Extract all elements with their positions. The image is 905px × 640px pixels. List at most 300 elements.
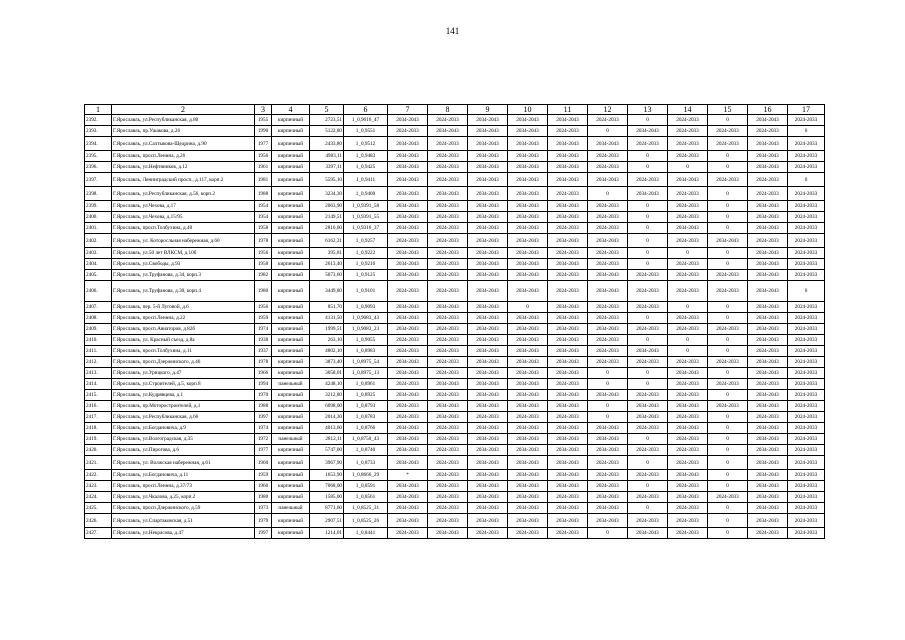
table-cell: 2024-2033	[748, 346, 788, 357]
row-number-cell: 2400.	[85, 212, 112, 223]
table-cell: 2034-2043	[468, 234, 508, 248]
table-cell: 2024-2033	[708, 324, 748, 335]
table-cell: кирпичный	[272, 335, 310, 346]
table-cell: 2034-2043	[468, 162, 508, 173]
address-cell: Г.Ярославль, просп.Толбухина, д.11	[112, 346, 255, 357]
table-cell: 2024-2033	[588, 470, 628, 481]
row-number-cell: 2393.	[85, 126, 112, 137]
table-cell: 2034-2043	[668, 470, 708, 481]
table-cell: 3212,80	[310, 390, 344, 401]
table-cell: 8771,60	[310, 503, 344, 514]
address-cell: Г.Ярославль, ул.Чехова, д.17	[112, 201, 255, 212]
table-row	[85, 434, 825, 445]
row-number-cell: 2426.	[85, 514, 112, 528]
table-cell: 0	[628, 162, 668, 173]
table-cell: 1954	[255, 212, 272, 223]
table-cell: 2034-2043	[468, 445, 508, 456]
table-cell: 2034-2043	[388, 187, 428, 201]
table-cell: 2034-2043	[468, 137, 508, 151]
table-cell: 2024-2033	[628, 492, 668, 503]
table-cell: 2034-2043	[548, 514, 588, 528]
row-number-cell: 2425.	[85, 503, 112, 514]
table-cell: 2034-2043	[508, 379, 548, 390]
table-cell: 1_0,8983	[344, 346, 388, 357]
table-body	[85, 115, 825, 539]
table-cell: 2034-2043	[388, 115, 428, 126]
table-cell: 2024-2033	[788, 357, 825, 368]
table-cell: 1956	[255, 151, 272, 162]
table-cell: 1_0,9083_23	[344, 324, 388, 335]
table-cell: 2024-2033	[588, 456, 628, 470]
table-cell: 2024-2033	[628, 423, 668, 434]
table-cell: 2024-2033	[788, 212, 825, 223]
address-cell: Г.Ярославль, ул. Которосльная набережная, д.60	[112, 234, 255, 248]
row-number-cell: 2406.	[85, 281, 112, 302]
table-cell: 2024-2033	[588, 335, 628, 346]
table-cell: 0	[708, 481, 748, 492]
table-cell: 2024-2033	[428, 368, 468, 379]
table-cell: 0	[668, 162, 708, 173]
table-cell: 2024-2033	[788, 302, 825, 313]
table-row	[85, 335, 825, 346]
table-cell: 2034-2043	[548, 201, 588, 212]
table-row	[85, 481, 825, 492]
table-cell: 2024-2033	[548, 270, 588, 281]
table-cell: 2034-2043	[508, 281, 548, 302]
table-cell: 2034-2043	[508, 212, 548, 223]
table-cell: 2024-2033	[788, 423, 825, 434]
table-cell: 2024-2033	[748, 173, 788, 187]
table-cell: 2034-2043	[428, 379, 468, 390]
table-row	[85, 401, 825, 412]
table-cell: 2034-2043	[548, 357, 588, 368]
table-cell: 2034-2043	[628, 126, 668, 137]
table-cell: 3873,40	[310, 357, 344, 368]
table-cell: 1988	[255, 401, 272, 412]
table-cell: 2024-2033	[788, 470, 825, 481]
table-cell: 2034-2043	[468, 173, 508, 187]
table-cell: 2034-2043	[748, 281, 788, 302]
table-cell: 0	[708, 115, 748, 126]
table-cell: 0	[708, 248, 748, 259]
table-cell: 2034-2043	[508, 313, 548, 324]
table-cell: 2024-2033	[788, 335, 825, 346]
table-cell: 2034-2043	[508, 270, 548, 281]
table-cell: 2034-2043	[588, 503, 628, 514]
table-cell: 1966	[255, 368, 272, 379]
table-cell: 2034-2043	[548, 137, 588, 151]
table-cell: кирпичный	[272, 234, 310, 248]
address-cell: Г.Ярославль, пер. 5-й Луговой, д.6	[112, 302, 255, 313]
table-cell: 2024-2033	[428, 248, 468, 259]
table-cell: 0	[708, 335, 748, 346]
table-cell: 2034-2043	[628, 412, 668, 423]
table-cell: 2024-2033	[788, 324, 825, 335]
table-cell: 2034-2043	[548, 173, 588, 187]
table-cell: 2024-2033	[788, 137, 825, 151]
table-cell: 2024-2033	[748, 187, 788, 201]
table-cell: 1973	[255, 503, 272, 514]
table-cell: 2034-2043	[588, 514, 628, 528]
table-cell: 2034-2043	[508, 201, 548, 212]
address-cell: Г.Ярославль, пр.Моторостроителей, д.1	[112, 401, 255, 412]
table-cell: 2024-2033	[668, 390, 708, 401]
address-cell: Г.Ярославль, просп.Авиаторов, д.82б	[112, 324, 255, 335]
table-cell: панельный	[272, 379, 310, 390]
table-cell: 2024-2033	[788, 401, 825, 412]
table-cell: 0	[588, 401, 628, 412]
table-cell: 2034-2043	[508, 368, 548, 379]
table-cell: 4131,50	[310, 313, 344, 324]
table-cell: 2034-2043	[428, 528, 468, 539]
table-cell: 2024-2033	[388, 379, 428, 390]
table-cell: 2034-2043	[388, 434, 428, 445]
table-cell: 1653,90	[310, 470, 344, 481]
table-cell: кирпичный	[272, 187, 310, 201]
table-cell: 1_0,9216	[344, 259, 388, 270]
table-cell: 2024-2033	[788, 390, 825, 401]
table-cell: 0	[628, 115, 668, 126]
table-cell: 2034-2043	[468, 151, 508, 162]
table-cell: 2034-2043	[588, 234, 628, 248]
row-number-cell: 2394.	[85, 137, 112, 151]
table-cell: 2034-2043	[508, 324, 548, 335]
table-cell: 1_0,9551	[344, 126, 388, 137]
table-cell: 0	[708, 390, 748, 401]
table-cell: 1980	[255, 281, 272, 302]
table-cell: 1_0,9257	[344, 234, 388, 248]
table-cell: 2024-2033	[388, 528, 428, 539]
table-cell: 2034-2043	[468, 201, 508, 212]
table-row	[85, 379, 825, 390]
table-cell: 2024-2033	[668, 434, 708, 445]
table-cell: 1_0,9093	[344, 302, 388, 313]
table-cell: 1_0,8766	[344, 423, 388, 434]
table-cell: 1990	[255, 126, 272, 137]
table-cell: 2034-2043	[468, 368, 508, 379]
row-number-cell: 2422.	[85, 470, 112, 481]
address-cell: Г.Ярославль, просп.Толбухина, д.40	[112, 223, 255, 234]
table-cell: 2024-2033	[548, 281, 588, 302]
table-cell: 1977	[255, 445, 272, 456]
table-cell: 2024-2033	[788, 492, 825, 503]
table-cell: 5747,00	[310, 445, 344, 456]
table-cell: 0	[668, 335, 708, 346]
table-cell: 2024-2033	[668, 445, 708, 456]
table-cell: 0	[588, 126, 628, 137]
column-header: 7	[388, 105, 428, 115]
table-cell: 2613,40	[310, 259, 344, 270]
table-cell: кирпичный	[272, 223, 310, 234]
table-row	[85, 390, 825, 401]
table-cell: 2024-2033	[628, 357, 668, 368]
table-cell: 2034-2043	[508, 248, 548, 259]
table-cell: 2024-2033	[588, 248, 628, 259]
row-number-cell: 2423.	[85, 481, 112, 492]
table-row	[85, 357, 825, 368]
column-header: 15	[708, 105, 748, 115]
address-cell: Г.Ярославль, ул.Свободы, д.93	[112, 259, 255, 270]
address-cell: Г.Ярославль, ул.Чехова, д.15/95	[112, 212, 255, 223]
table-cell: 2034-2043	[748, 390, 788, 401]
table-cell: 2034-2043	[748, 335, 788, 346]
column-header: 6	[344, 105, 388, 115]
table-cell: кирпичный	[272, 412, 310, 423]
address-cell: Г.Ярославль, ул.Республиканская, д.80	[112, 115, 255, 126]
table-row	[85, 259, 825, 270]
table-cell: 1988	[255, 187, 272, 201]
table-cell: 2024-2033	[388, 412, 428, 423]
table-cell: 2034-2043	[748, 162, 788, 173]
table-cell: 2034-2043	[508, 357, 548, 368]
row-number-cell: 2424.	[85, 492, 112, 503]
table-cell: 2024-2033	[668, 313, 708, 324]
table-cell: кирпичный	[272, 423, 310, 434]
table-cell: 2024-2033	[388, 234, 428, 248]
table-cell: 2024-2033	[428, 503, 468, 514]
table-cell: 2024-2033	[588, 115, 628, 126]
table-cell: 2034-2043	[668, 223, 708, 234]
table-cell: 0	[708, 412, 748, 423]
table-cell: кирпичный	[272, 445, 310, 456]
table-cell: кирпичный	[272, 357, 310, 368]
table-cell: 2024-2033	[588, 151, 628, 162]
table-cell: 0	[588, 528, 628, 539]
row-number-cell: 2415.	[85, 390, 112, 401]
table-cell: 2034-2043	[548, 234, 588, 248]
table-cell: 2034-2043	[548, 423, 588, 434]
table-cell: 2034-2043	[708, 234, 748, 248]
table-cell: 2024-2033	[788, 456, 825, 470]
housing-schedule-table	[84, 104, 825, 539]
table-cell: 1981	[255, 173, 272, 187]
row-number-cell: 2395.	[85, 151, 112, 162]
table-cell: 2034-2043	[628, 346, 668, 357]
table-cell: 2034-2043	[748, 248, 788, 259]
table-cell: 1938	[255, 335, 272, 346]
table-cell: 2034-2043	[588, 434, 628, 445]
table-cell: 1999,51	[310, 324, 344, 335]
table-cell: 2034-2043	[668, 368, 708, 379]
table-cell: 1_0,8961	[344, 379, 388, 390]
row-number-cell: 2409.	[85, 324, 112, 335]
table-cell: 2034-2043	[748, 259, 788, 270]
table-cell: 2024-2033	[668, 503, 708, 514]
row-number-cell: 2401.	[85, 223, 112, 234]
table-cell: 2024-2033	[788, 514, 825, 528]
table-cell: 2024-2033	[388, 401, 428, 412]
table-cell: 2024-2033	[788, 201, 825, 212]
table-cell: 2024-2033	[588, 212, 628, 223]
table-cell: 0	[628, 248, 668, 259]
column-header: 4	[272, 105, 310, 115]
table-cell: 2034-2043	[748, 434, 788, 445]
table-cell: 2034-2043	[508, 223, 548, 234]
table-cell: 2034-2043	[508, 187, 548, 201]
table-row	[85, 456, 825, 470]
table-cell: кирпичный	[272, 514, 310, 528]
table-cell: 2034-2043	[548, 302, 588, 313]
table-cell: 2034-2043	[548, 503, 588, 514]
table-cell: 2024-2033	[428, 470, 468, 481]
column-header: 1	[85, 105, 112, 115]
table-cell: 2024-2033	[588, 223, 628, 234]
table-cell: 2034-2043	[668, 492, 708, 503]
table-cell: 2024-2033	[788, 346, 825, 357]
table-cell: 0	[628, 259, 668, 270]
table-cell: 0	[708, 528, 748, 539]
address-cell: Г.Ярославль, ул.Нефтяников, д.12	[112, 162, 255, 173]
table-cell: 2034-2043	[468, 481, 508, 492]
table-cell: 1978	[255, 234, 272, 248]
table-cell: 0	[628, 223, 668, 234]
table-cell: 2024-2033	[428, 212, 468, 223]
table-row	[85, 324, 825, 335]
table-cell: 2024-2033	[428, 346, 468, 357]
table-cell: кирпичный	[272, 470, 310, 481]
row-number-cell: 2403.	[85, 248, 112, 259]
table-cell: 2024-2033	[428, 492, 468, 503]
table-cell: 0	[628, 481, 668, 492]
table-row	[85, 212, 825, 223]
table-row	[85, 234, 825, 248]
table-cell: 1_0,8561	[344, 492, 388, 503]
table-cell: 1_0,9222	[344, 248, 388, 259]
table-cell: 2034-2043	[548, 335, 588, 346]
table-row	[85, 173, 825, 187]
table-cell: 2034-2043	[508, 137, 548, 151]
table-cell: 2034-2043	[748, 401, 788, 412]
row-number-cell: 2418.	[85, 423, 112, 434]
table-cell: 2024-2033	[548, 412, 588, 423]
table-cell: 2034-2043	[428, 126, 468, 137]
table-cell: 5122,80	[310, 126, 344, 137]
table-cell: 0	[708, 503, 748, 514]
table-cell: 2024-2033	[588, 162, 628, 173]
address-cell: Г.Ярославль, Ленинградский просп., д.117, корп.2	[112, 173, 255, 187]
table-cell: 2063,90	[310, 201, 344, 212]
table-cell: 2034-2043	[668, 173, 708, 187]
table-cell: 1960	[255, 481, 272, 492]
table-cell: 2024-2033	[788, 313, 825, 324]
column-header: 8	[428, 105, 468, 115]
table-cell: 2024-2033	[668, 481, 708, 492]
table-cell: 0	[628, 434, 668, 445]
table-cell: 2034-2043	[468, 248, 508, 259]
table-cell: 2034-2043	[548, 259, 588, 270]
table-cell: 2034-2043	[508, 162, 548, 173]
table-cell: 2024-2033	[508, 528, 548, 539]
table-cell: 2034-2043	[588, 137, 628, 151]
table-cell: 2034-2043	[388, 201, 428, 212]
row-number-cell: 2417.	[85, 412, 112, 423]
table-cell: 2024-2033	[428, 259, 468, 270]
table-cell: 2034-2043	[468, 259, 508, 270]
table-cell: 2034-2043	[508, 346, 548, 357]
table-cell: 2034-2043	[468, 212, 508, 223]
table-cell: 2024-2033	[428, 481, 468, 492]
column-header: 16	[748, 105, 788, 115]
table-cell: 0	[588, 187, 628, 201]
table-cell: 0	[708, 313, 748, 324]
table-cell: 2034-2043	[588, 270, 628, 281]
table-cell: 2034-2043	[748, 324, 788, 335]
table-cell: 2024-2033	[548, 492, 588, 503]
table-cell: 2024-2033	[788, 445, 825, 456]
table-cell: 0	[708, 470, 748, 481]
table-cell: 2034-2043	[508, 481, 548, 492]
row-number-cell: 2420.	[85, 445, 112, 456]
table-cell: 2034-2043	[388, 248, 428, 259]
table-cell: 2024-2033	[708, 401, 748, 412]
address-cell: Г.Ярославль, просп.Ленина, д.22	[112, 313, 255, 324]
table-cell: кирпичный	[272, 492, 310, 503]
table-cell: 2024-2033	[788, 481, 825, 492]
address-cell: Г.Ярославль, просп.Ленина, д.37/73	[112, 481, 255, 492]
table-cell: 1961	[255, 162, 272, 173]
table-cell: 2024-2033	[668, 187, 708, 201]
table-cell: 4983,11	[310, 151, 344, 162]
table-cell: 0	[708, 212, 748, 223]
table-cell: 4013,60	[310, 423, 344, 434]
table-cell: 1_0,9125	[344, 270, 388, 281]
table-row	[85, 346, 825, 357]
table-cell: 2024-2033	[748, 379, 788, 390]
table-cell: 2034-2043	[468, 324, 508, 335]
table-cell: 2024-2033	[428, 445, 468, 456]
table-cell: 2034-2043	[548, 445, 588, 456]
table-cell: 2034-2043	[508, 401, 548, 412]
address-cell: Г.Ярославль, пр.Ушакова, д.26	[112, 126, 255, 137]
address-cell: Г.Ярославль, ул.Богдановича, д.11	[112, 470, 255, 481]
table-cell: 2024-2033	[428, 390, 468, 401]
table-cell: 2034-2043	[748, 151, 788, 162]
table-cell: панельный	[272, 503, 310, 514]
table-cell: 2024-2033	[708, 126, 748, 137]
table-row	[85, 528, 825, 539]
table-cell: кирпичный	[272, 346, 310, 357]
table-cell: 2034-2043	[748, 456, 788, 470]
table-cell: 2024-2033	[668, 379, 708, 390]
table-cell: 1954	[255, 201, 272, 212]
table-cell: 2034-2043	[508, 470, 548, 481]
table-cell: 7068,00	[310, 481, 344, 492]
table-cell: 0	[788, 126, 825, 137]
table-cell: 1982	[255, 270, 272, 281]
table-cell: 2024-2033	[428, 456, 468, 470]
table-row	[85, 514, 825, 528]
table-cell: 2034-2043	[468, 423, 508, 434]
table-cell: 2024-2033	[548, 126, 588, 137]
table-cell: 2034-2043	[508, 335, 548, 346]
address-cell: Г.Ярославль, ул.Пирогова, д.6	[112, 445, 255, 456]
address-cell: Г.Ярославль, ул.Чкалова, д.25, корп.2	[112, 492, 255, 503]
table-cell: 2034-2043	[748, 313, 788, 324]
table-cell: 2024-2033	[428, 335, 468, 346]
row-number-cell: 2412.	[85, 357, 112, 368]
table-cell: 1959	[255, 470, 272, 481]
table-cell: 1978	[255, 357, 272, 368]
table-cell: 2034-2043	[548, 390, 588, 401]
table-cell: 2024-2033	[788, 234, 825, 248]
table-cell: кирпичный	[272, 212, 310, 223]
table-row	[85, 137, 825, 151]
table-cell: 2034-2043	[388, 456, 428, 470]
table-cell: 2034-2043	[388, 212, 428, 223]
row-number-cell: 2421.	[85, 456, 112, 470]
table-cell: 0	[708, 434, 748, 445]
table-cell: 2034-2043	[388, 481, 428, 492]
